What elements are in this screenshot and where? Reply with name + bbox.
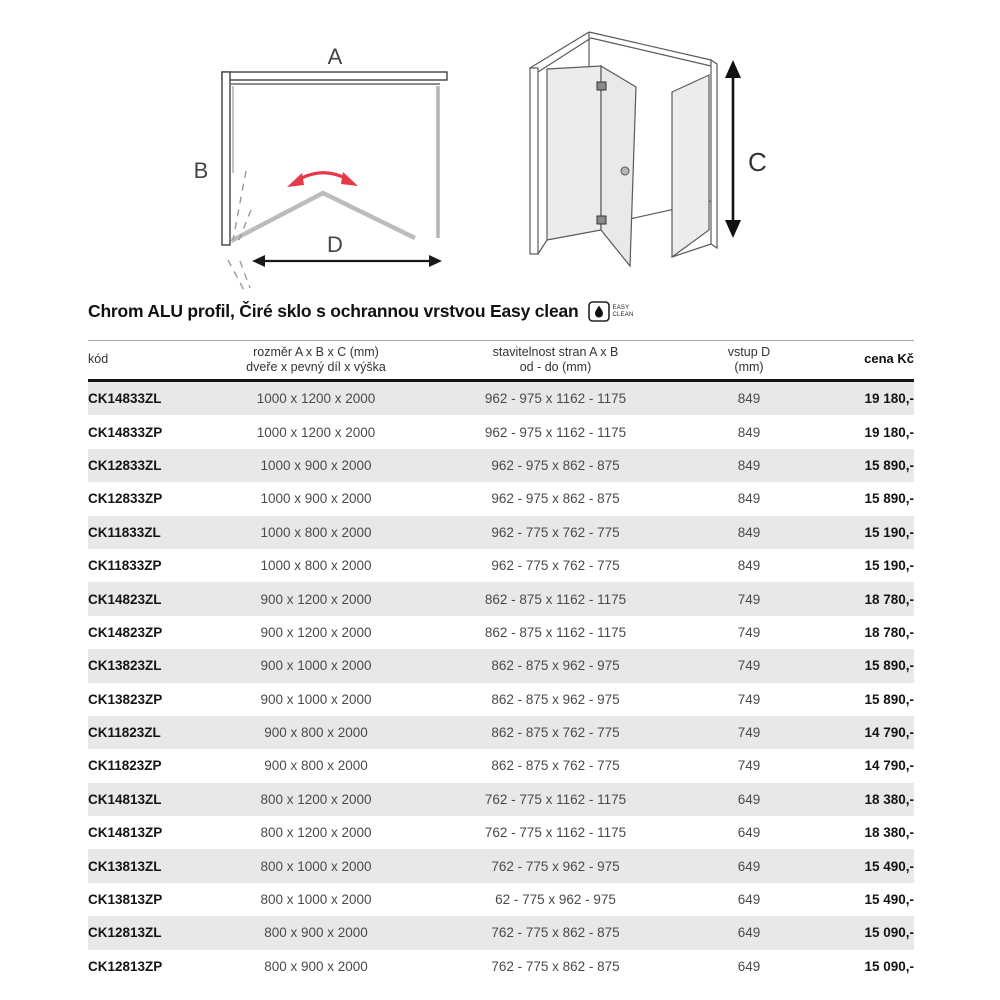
entry-width-value: 649 xyxy=(737,791,761,807)
folding-door-line xyxy=(231,193,415,241)
entry-width-value: 749 xyxy=(737,624,761,640)
price-value: 19 180,- xyxy=(864,424,914,440)
dimensions-value: 1000 x 1200 x 2000 xyxy=(256,391,376,407)
price-value: 15 890,- xyxy=(864,691,914,707)
dimension-c-arrow xyxy=(725,60,741,238)
product-code: CK14813ZP xyxy=(88,825,163,841)
table-row xyxy=(88,749,914,782)
product-code: CK14833ZP xyxy=(88,424,163,440)
droplet-icon xyxy=(588,301,610,322)
table-row xyxy=(88,449,914,482)
table-row xyxy=(88,883,914,916)
price-value: 19 180,- xyxy=(864,391,914,407)
adjustability-value: 962 - 775 x 762 - 775 xyxy=(491,524,620,540)
easy-clean-badge xyxy=(588,301,634,322)
entry-width-value: 749 xyxy=(737,758,761,774)
table-row xyxy=(88,415,914,448)
entry-width-value: 749 xyxy=(737,591,761,607)
swing-arrow-icon xyxy=(287,172,358,187)
dimensions-value: 900 x 1200 x 2000 xyxy=(260,624,372,640)
table-row xyxy=(88,482,914,515)
dimensions-value: 800 x 900 x 2000 xyxy=(264,925,368,941)
dimensions-value: 900 x 1200 x 2000 xyxy=(260,591,372,607)
product-code: CK14823ZL xyxy=(88,591,162,607)
top-wall-profile xyxy=(222,72,447,80)
adjustability-value: 962 - 975 x 1162 - 1175 xyxy=(484,391,627,407)
dimensions-value: 800 x 900 x 2000 xyxy=(264,958,368,974)
dimension-d-label: D xyxy=(327,232,343,257)
dimensions-value: 900 x 800 x 2000 xyxy=(264,758,368,774)
table-row xyxy=(88,849,914,882)
product-code: CK11823ZL xyxy=(88,725,161,741)
product-code: CK12813ZP xyxy=(88,958,163,974)
front-door-panel xyxy=(601,66,636,266)
price-value: 18 780,- xyxy=(864,624,914,640)
entry-width-value: 849 xyxy=(737,558,761,574)
dimensions-value: 800 x 1200 x 2000 xyxy=(260,825,372,841)
product-code: CK12833ZL xyxy=(88,457,162,473)
product-code: CK13813ZP xyxy=(88,892,163,908)
table-row xyxy=(88,582,914,615)
section-title-row xyxy=(88,301,634,322)
price-value: 15 490,- xyxy=(864,892,914,908)
right-wall-profile-3d xyxy=(711,60,717,248)
adjustability-value: 862 - 875 x 962 - 975 xyxy=(491,691,620,707)
dimensions-value: 1000 x 800 x 2000 xyxy=(260,558,372,574)
dimensions-value: 800 x 1000 x 2000 xyxy=(260,892,372,908)
entry-width-value: 649 xyxy=(737,925,761,941)
dimension-b-label: B xyxy=(193,158,209,183)
table-row xyxy=(88,516,914,549)
dimensions-value: 900 x 1000 x 2000 xyxy=(260,691,372,707)
price-value: 18 380,- xyxy=(864,825,914,841)
entry-width-value: 849 xyxy=(737,491,761,507)
dimensions-value: 800 x 1000 x 2000 xyxy=(260,858,372,874)
adjustability-value: 962 - 975 x 862 - 875 xyxy=(491,457,620,473)
adjustability-value: 762 - 775 x 862 - 875 xyxy=(491,925,620,941)
dimensions-value: 1000 x 1200 x 2000 xyxy=(256,424,376,440)
perspective-view-diagram xyxy=(495,8,795,298)
dimension-d-arrow xyxy=(252,255,442,267)
entry-width-value: 849 xyxy=(737,457,761,473)
adjustability-value: 862 - 875 x 762 - 775 xyxy=(491,758,620,774)
left-wall-profile-3d xyxy=(530,68,538,254)
product-code: CK14823ZP xyxy=(88,624,163,640)
adjustability-value: 862 - 875 x 1162 - 1175 xyxy=(484,591,627,607)
price-value: 15 890,- xyxy=(864,491,914,507)
adjustability-value: 862 - 875 x 1162 - 1175 xyxy=(484,624,627,640)
product-code: CK13823ZL xyxy=(88,658,162,674)
entry-width-value: 749 xyxy=(737,725,761,741)
table-body xyxy=(88,381,914,984)
price-value: 15 890,- xyxy=(864,457,914,473)
entry-width-value: 649 xyxy=(737,958,761,974)
price-value: 18 380,- xyxy=(864,791,914,807)
table-row xyxy=(88,916,914,949)
product-code: CK12813ZL xyxy=(88,925,162,941)
price-value: 14 790,- xyxy=(864,758,914,774)
entry-width-value: 649 xyxy=(737,892,761,908)
header-price: cena Kč xyxy=(864,351,914,367)
price-value: 15 490,- xyxy=(864,858,914,874)
hinge-bottom-icon xyxy=(597,216,606,224)
price-value: 15 190,- xyxy=(864,524,914,540)
left-door-panel xyxy=(547,66,601,240)
dimensions-value: 900 x 1000 x 2000 xyxy=(260,658,372,674)
table-row xyxy=(88,816,914,849)
dimension-a-label: A xyxy=(327,44,343,69)
price-value: 15 890,- xyxy=(864,658,914,674)
header-code: kód xyxy=(88,352,109,367)
table-row xyxy=(88,783,914,816)
table-row xyxy=(88,616,914,649)
header-size: rozměr A x B x C (mm) dveře x pevný díl x výška xyxy=(246,345,386,374)
adjustability-value: 62 - 775 x 962 - 975 xyxy=(495,892,616,908)
dimension-c-label: C xyxy=(748,147,767,177)
entry-width-value: 649 xyxy=(737,825,761,841)
entry-width-value: 849 xyxy=(737,524,761,540)
table-row xyxy=(88,950,914,983)
price-value: 15 190,- xyxy=(864,558,914,574)
product-code: CK11833ZP xyxy=(88,558,162,574)
entry-width-value: 849 xyxy=(737,424,761,440)
table-row xyxy=(88,716,914,749)
adjustability-value: 862 - 875 x 762 - 775 xyxy=(491,725,620,741)
entry-width-value: 749 xyxy=(737,691,761,707)
table-row xyxy=(88,649,914,682)
dimensions-value: 1000 x 900 x 2000 xyxy=(260,491,372,507)
adjustability-value: 762 - 775 x 1162 - 1175 xyxy=(484,791,627,807)
table-row xyxy=(88,549,914,582)
product-code: CK13823ZP xyxy=(88,691,163,707)
header-entry: vstup D (mm) xyxy=(727,345,771,374)
door-knob-icon xyxy=(621,167,629,175)
price-value: 14 790,- xyxy=(864,725,914,741)
dimensions-value: 800 x 1200 x 2000 xyxy=(260,791,372,807)
product-code: CK11823ZP xyxy=(88,758,162,774)
adjustability-value: 762 - 775 x 862 - 875 xyxy=(491,958,620,974)
top-view-diagram xyxy=(183,28,463,300)
entry-width-value: 649 xyxy=(737,858,761,874)
price-table xyxy=(88,340,914,983)
product-code: CK12833ZP xyxy=(88,491,163,507)
adjustability-value: 762 - 775 x 1162 - 1175 xyxy=(484,825,627,841)
entry-width-value: 849 xyxy=(737,391,761,407)
product-code: CK14813ZL xyxy=(88,791,162,807)
price-value: 15 090,- xyxy=(864,925,914,941)
adjustability-value: 962 - 775 x 762 - 775 xyxy=(491,558,620,574)
table-row xyxy=(88,683,914,716)
entry-width-value: 749 xyxy=(737,658,761,674)
dimensions-value: 1000 x 800 x 2000 xyxy=(260,524,372,540)
product-code: CK13813ZL xyxy=(88,858,162,874)
wall-top-edges xyxy=(530,32,711,72)
easy-clean-badge-text: EASY CLEAN xyxy=(612,305,634,318)
dimensions-value: 900 x 800 x 2000 xyxy=(264,725,368,741)
product-code: CK14833ZL xyxy=(88,391,162,407)
header-adjustability: stavitelnost stran A x B od - do (mm) xyxy=(492,345,619,374)
page-title: Chrom ALU profil, Čiré sklo s ochrannou vrstvou Easy clean xyxy=(88,301,579,321)
hinge-top-icon xyxy=(597,82,606,90)
price-value: 18 780,- xyxy=(864,591,914,607)
table-header-row xyxy=(88,341,914,381)
table-row xyxy=(88,381,914,416)
left-wall-profile xyxy=(222,72,230,245)
right-fixed-panel xyxy=(672,75,709,257)
adjustability-value: 962 - 975 x 1162 - 1175 xyxy=(484,424,627,440)
adjustability-value: 962 - 975 x 862 - 875 xyxy=(491,491,620,507)
dimensions-value: 1000 x 900 x 2000 xyxy=(260,457,372,473)
adjustability-value: 762 - 775 x 962 - 975 xyxy=(491,858,620,874)
product-code: CK11833ZL xyxy=(88,524,161,540)
adjustability-value: 862 - 875 x 962 - 975 xyxy=(491,658,620,674)
price-value: 15 090,- xyxy=(864,958,914,974)
